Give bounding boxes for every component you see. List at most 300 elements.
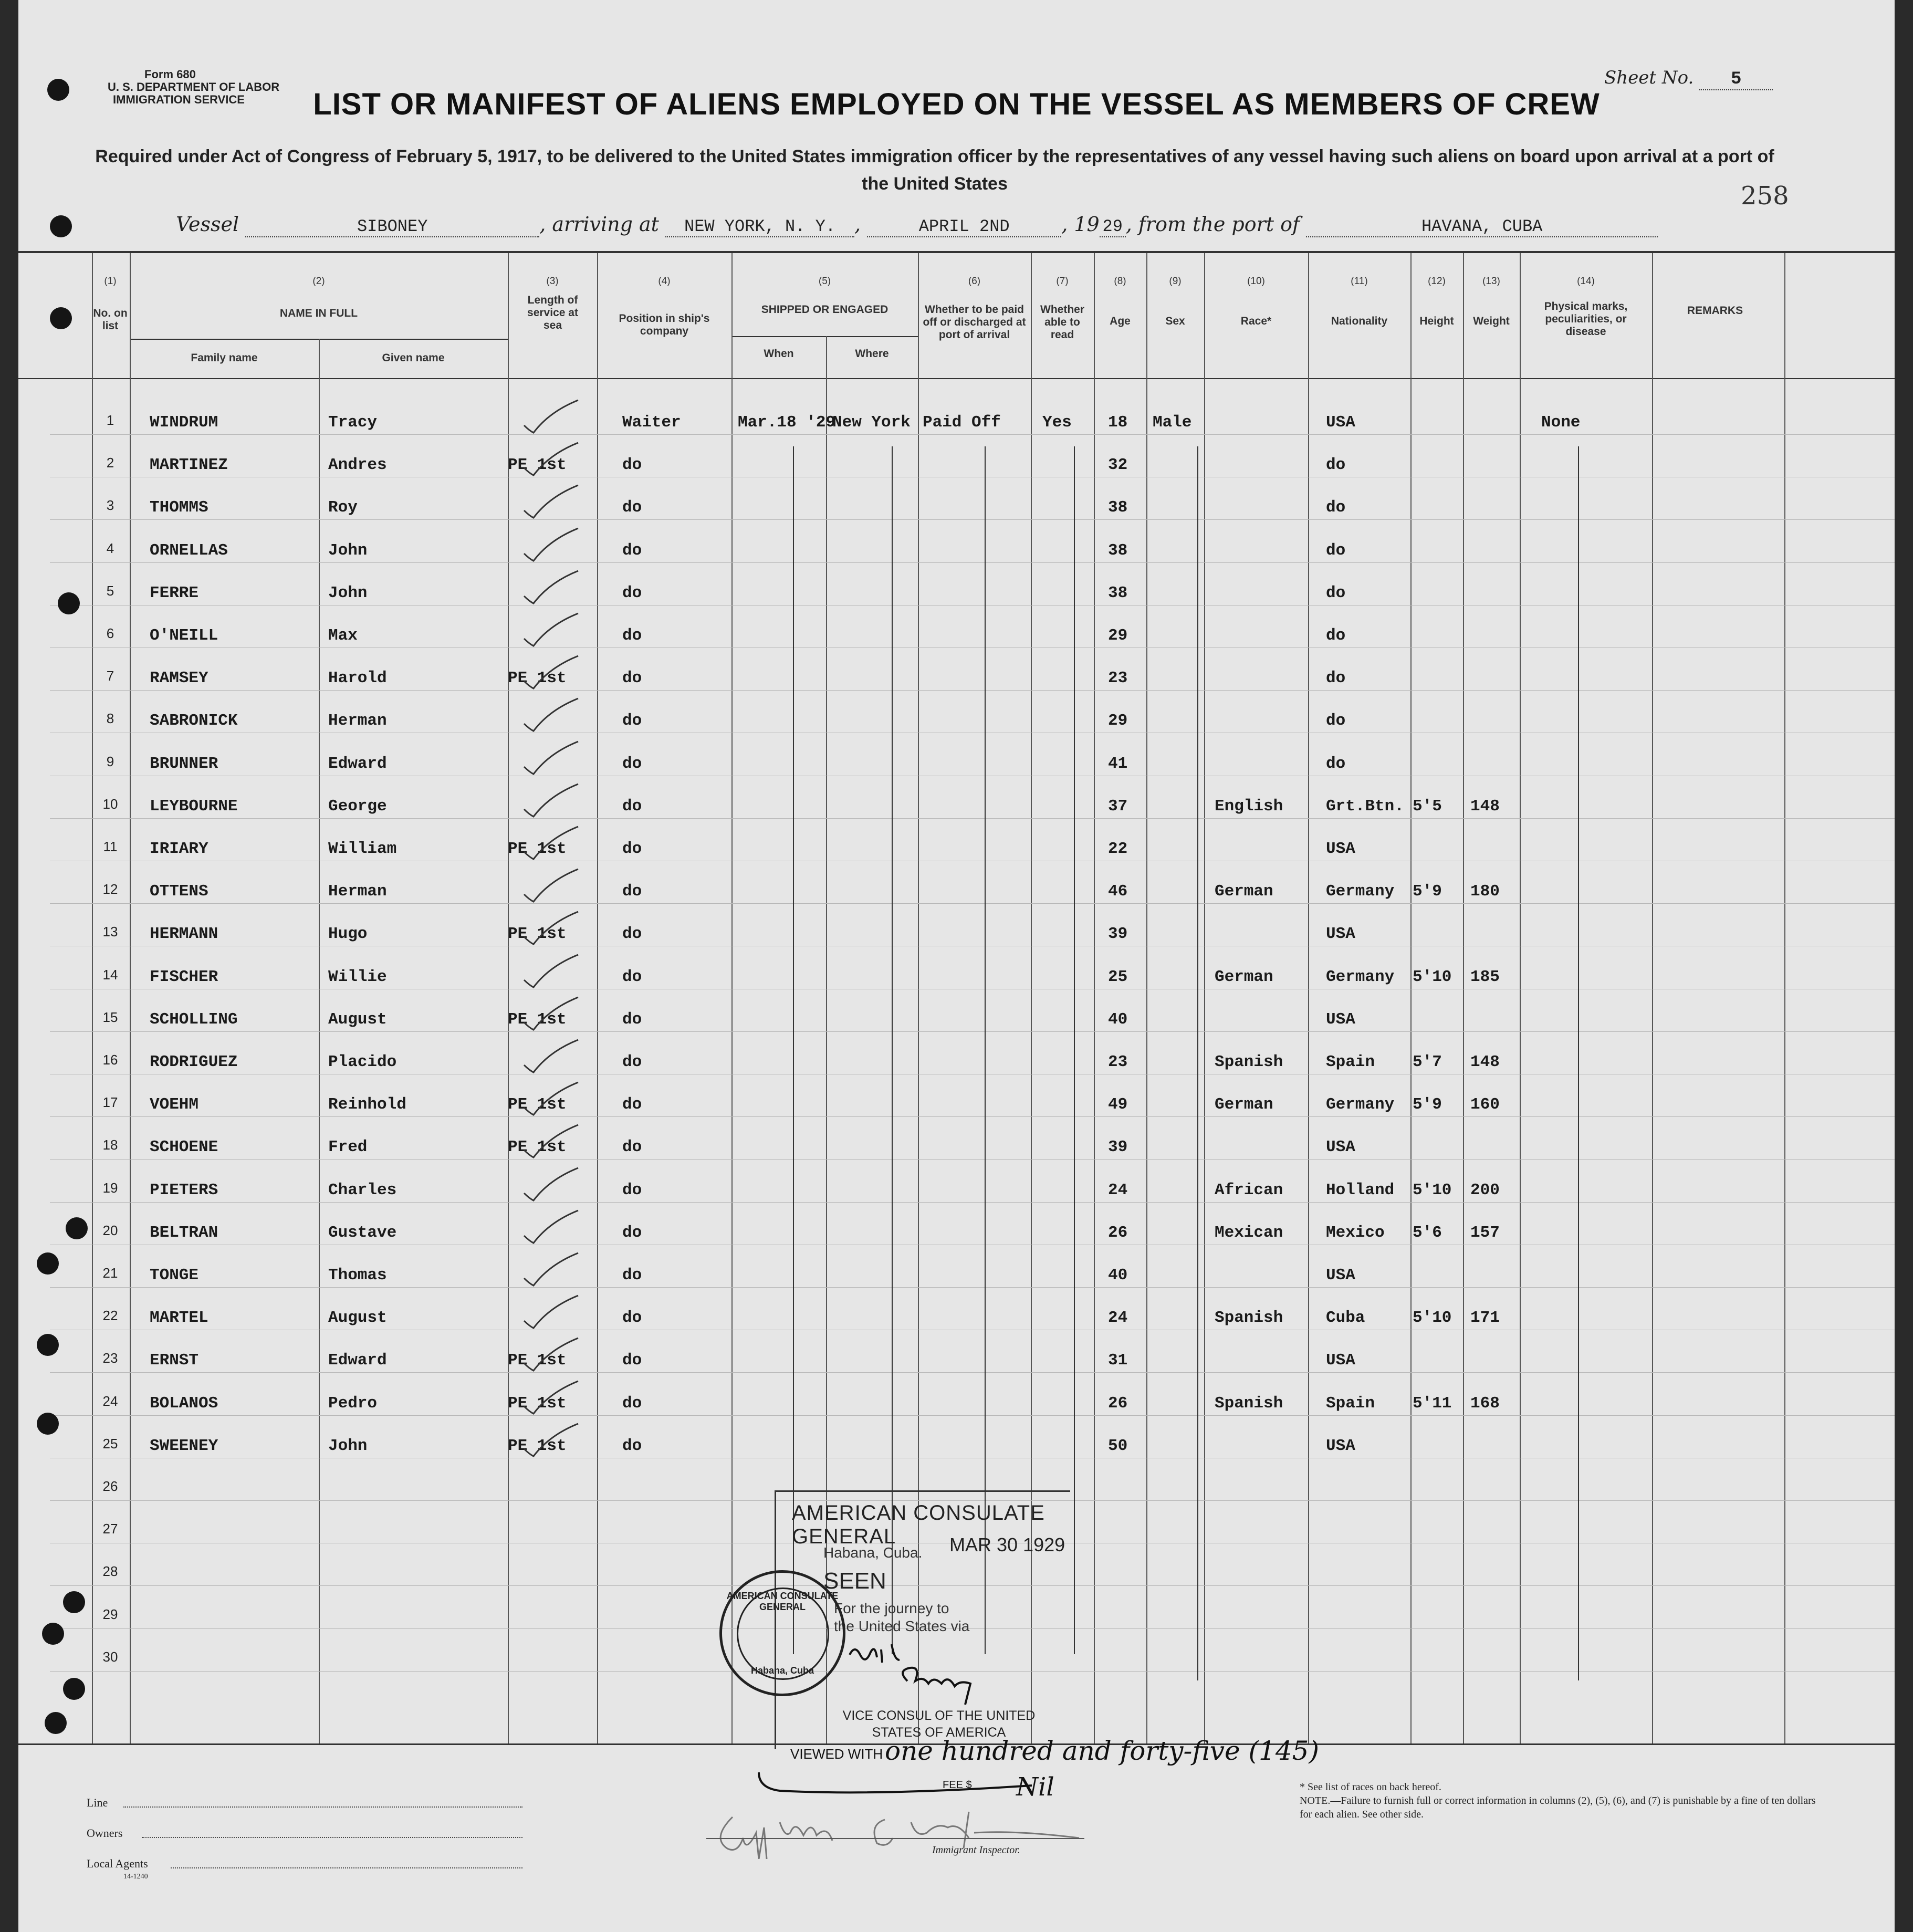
cell-position: do (622, 755, 642, 773)
service-check-mark (520, 1121, 583, 1163)
cell-position: do (622, 1309, 642, 1327)
cell-family: SCHOENE (150, 1138, 218, 1156)
cell-position: do (622, 669, 642, 687)
cell-age: 38 (1108, 541, 1128, 560)
cell-given: Edward (328, 1351, 387, 1370)
cell-given: Reinhold (328, 1095, 406, 1114)
consulate-city: Habana, Cuba. (823, 1544, 923, 1561)
col6-header: Whether to be paid off or discharged at port of arrival (923, 304, 1026, 341)
cell-family: FERRE (150, 584, 199, 602)
sheet-number: 5 (1699, 69, 1773, 90)
col4-header: Position in ship's company (619, 312, 710, 337)
cell-nationality: do (1326, 498, 1346, 517)
cell-age: 26 (1108, 1394, 1128, 1413)
service-check-mark (520, 525, 583, 567)
cell-given: Hugo (328, 925, 368, 943)
year-suffix: 29 (1100, 217, 1126, 237)
service-check-mark (520, 1036, 583, 1078)
cell-race: German (1215, 882, 1273, 901)
table-row-rule (50, 1202, 1895, 1203)
cell-nationality: Spain (1326, 1394, 1375, 1413)
col5-header: SHIPPED OR ENGAGED (761, 304, 888, 316)
cell-age: 29 (1108, 626, 1128, 645)
service-check-mark (520, 610, 583, 652)
document-subtitle: Required under Act of Congress of February 5, 1917, to be delivered to the United States immigration officer by the representatives of any vessel having such aliens on board upon arrival at a port of the United States (95, 147, 1774, 194)
cell-age: 29 (1108, 712, 1128, 730)
sheet-label: Sheet No. (1604, 67, 1694, 88)
department-name: U. S. DEPARTMENT OF LABOR (108, 80, 280, 93)
cell-family: WINDRUM (150, 413, 218, 432)
cell-service: PE 1st (508, 1138, 567, 1156)
cell-position: do (622, 456, 642, 474)
cell-position: do (622, 1224, 642, 1242)
shipped-sub-rule (731, 336, 918, 337)
cell-position: do (622, 1053, 642, 1071)
ditto-line (985, 446, 986, 1654)
cell-weight: 200 (1470, 1181, 1500, 1199)
vessel-label: Vessel (176, 213, 239, 236)
col4-number: (4) (658, 276, 671, 287)
cell-race: German (1215, 1095, 1273, 1114)
cell-service: PE 1st (508, 1095, 567, 1114)
cell-age: 37 (1108, 797, 1128, 816)
col2a-header: Family name (191, 352, 258, 364)
service-check-mark (520, 695, 583, 737)
col8-header: Age (1110, 315, 1131, 327)
service-check-mark (520, 780, 583, 822)
cell-age: 38 (1108, 584, 1128, 602)
table-row-rule (50, 1415, 1895, 1416)
cell-age: 46 (1108, 882, 1128, 901)
owners-field (142, 1837, 522, 1838)
binder-hole (66, 1217, 88, 1239)
departure-port: HAVANA, CUBA (1306, 217, 1658, 237)
cell-family: IRIARY (150, 840, 208, 858)
cell-given: Herman (328, 712, 387, 730)
col5b-header: Where (855, 348, 889, 360)
col11-number: (11) (1351, 276, 1368, 287)
row-number: 11 (103, 839, 118, 854)
service-check-mark (520, 823, 583, 865)
cell-height: 5'9 (1413, 1095, 1442, 1114)
row-number: 23 (102, 1350, 118, 1366)
form-number: Form 680 (144, 68, 196, 81)
service-check-mark (520, 1079, 583, 1121)
row-number: 26 (102, 1478, 118, 1494)
cell-age: 39 (1108, 925, 1128, 943)
footer-agents-label: Local Agents (87, 1857, 148, 1870)
cell-service: PE 1st (508, 456, 567, 474)
table-row-rule (50, 1159, 1895, 1160)
cell-position: do (622, 840, 642, 858)
ditto-line (892, 446, 893, 1654)
binder-hole (50, 215, 72, 237)
cell-nationality: Holland (1326, 1181, 1395, 1199)
cell-race: English (1215, 797, 1283, 816)
cell-nationality: do (1326, 626, 1346, 645)
table-row-rule (50, 1372, 1895, 1373)
cell-position: do (622, 1351, 642, 1370)
service-check-mark (520, 652, 583, 694)
cell-nationality: USA (1326, 1351, 1355, 1370)
table-row-rule (50, 1116, 1895, 1117)
cell-height: 5'5 (1413, 797, 1442, 816)
cell-position: do (622, 712, 642, 730)
cell-position: do (622, 498, 642, 517)
cell-family: ORNELLAS (150, 541, 228, 560)
cell-service: PE 1st (508, 1010, 567, 1029)
service-check-mark (520, 396, 583, 438)
cell-given: Harold (328, 669, 387, 687)
col5a-header: When (764, 348, 794, 360)
arrival-date: APRIL 2ND (867, 217, 1061, 237)
service-check-mark (520, 865, 583, 907)
cell-nationality: USA (1326, 1437, 1355, 1455)
table-row-rule (50, 903, 1895, 904)
table-row-rule (50, 690, 1895, 691)
cell-given: George (328, 797, 387, 816)
col13-header: Weight (1473, 315, 1510, 327)
table-row-rule (50, 1287, 1895, 1288)
row-number: 3 (106, 497, 114, 513)
cell-age: 25 (1108, 968, 1128, 986)
cell-nationality: do (1326, 755, 1346, 773)
cell-marks: None (1541, 413, 1581, 432)
fee-underline-stroke (754, 1764, 1048, 1796)
cell-position: do (622, 968, 642, 986)
col1-number: (1) (104, 276, 117, 287)
ditto-line (793, 446, 794, 1654)
cell-family: LEYBOURNE (150, 797, 238, 816)
cell-age: 32 (1108, 456, 1128, 474)
cell-position: do (622, 1266, 642, 1284)
col12-header: Height (1419, 315, 1454, 327)
table-row-rule (50, 818, 1895, 819)
service-check-mark (520, 1420, 583, 1462)
row-number: 30 (102, 1649, 118, 1665)
cell-nationality: do (1326, 712, 1346, 730)
cell-service: PE 1st (508, 669, 567, 687)
cell-family: SCHOLLING (150, 1010, 238, 1029)
row-number: 9 (106, 754, 114, 769)
col13-number: (13) (1482, 276, 1500, 287)
cell-age: 26 (1108, 1224, 1128, 1242)
col6-number: (6) (968, 276, 981, 287)
col15-header: REMARKS (1687, 305, 1743, 317)
service-check-mark (520, 1207, 583, 1249)
row-number: 7 (106, 668, 114, 684)
cell-given: John (328, 584, 368, 602)
cell-race: Mexican (1215, 1224, 1283, 1242)
cell-weight: 168 (1470, 1394, 1500, 1413)
handwritten-fee-amount: one hundred and forty-five (145) (885, 1736, 1319, 1766)
cell-age: 39 (1108, 1138, 1128, 1156)
cell-nationality: Spain (1326, 1053, 1375, 1071)
row-number: 24 (102, 1393, 118, 1409)
row-number: 19 (102, 1180, 118, 1196)
cell-position: do (622, 1394, 642, 1413)
col3-header: Length of service at sea (527, 294, 578, 331)
viewed-with-label: VIEWED WITH (790, 1746, 883, 1762)
cell-weight: 157 (1470, 1224, 1500, 1242)
cell-nationality: do (1326, 456, 1346, 474)
row-number: 20 (102, 1223, 118, 1238)
service-check-mark (520, 994, 583, 1036)
footer-form-code: 14-1240 (123, 1873, 148, 1881)
row-number: 22 (102, 1308, 118, 1323)
cell-family: SABRONICK (150, 712, 238, 730)
cell-position: do (622, 1437, 642, 1455)
cell-family: BRUNNER (150, 755, 218, 773)
cell-family: BELTRAN (150, 1224, 218, 1242)
binder-hole (45, 1712, 67, 1734)
cell-given: August (328, 1309, 387, 1327)
cell-age: 38 (1108, 498, 1128, 517)
row-number: 10 (102, 796, 118, 812)
footer-owners-label: Owners (87, 1826, 123, 1840)
cell-position: do (622, 584, 642, 602)
col9-header: Sex (1165, 315, 1185, 327)
handwritten-nil: Nil (1016, 1772, 1054, 1802)
inspector-signature-line (706, 1838, 1084, 1839)
cell-service: PE 1st (508, 840, 567, 858)
cell-family: VOEHM (150, 1095, 199, 1114)
cell-height: 5'6 (1413, 1224, 1442, 1242)
binder-hole (63, 1591, 85, 1613)
row-number: 17 (102, 1094, 118, 1110)
cell-family: O'NEILL (150, 626, 218, 645)
vice-consul-line: VICE CONSUL OF THE UNITED STATES OF AMERICA (842, 1708, 1036, 1740)
cell-position: do (622, 1095, 642, 1114)
line-field (123, 1806, 522, 1808)
col7-number: (7) (1056, 276, 1069, 287)
cell-height: 5'7 (1413, 1053, 1442, 1071)
cell-weight: 171 (1470, 1309, 1500, 1327)
binder-hole (58, 592, 80, 614)
cell-race: German (1215, 968, 1273, 986)
seal-bottom-text: Habana, Cuba (750, 1665, 814, 1676)
cell-age: 23 (1108, 1053, 1128, 1071)
cell-nationality: do (1326, 669, 1346, 687)
vessel-name: SIBONEY (245, 217, 539, 237)
cell-given: John (328, 1437, 368, 1455)
cell-given: Max (328, 626, 358, 645)
service-check-mark (520, 567, 583, 609)
col14-number: (14) (1577, 276, 1595, 287)
races-note: * See list of races on back hereof. (1300, 1781, 1441, 1793)
cell-position: Waiter (622, 413, 681, 432)
cell-when: Mar.18 '29 (738, 413, 836, 432)
document-title: LIST OR MANIFEST OF ALIENS EMPLOYED ON THE VESSEL AS MEMBERS OF CREW (313, 87, 1600, 121)
cell-given: Andres (328, 456, 387, 474)
cell-race: Spanish (1215, 1309, 1283, 1327)
cell-given: Willie (328, 968, 387, 986)
cell-where: New York (832, 413, 911, 432)
cell-height: 5'10 (1413, 968, 1452, 986)
cell-nationality: Cuba (1326, 1309, 1365, 1327)
row-number: 13 (102, 924, 118, 939)
cell-weight: 180 (1470, 882, 1500, 901)
row-number: 12 (102, 881, 118, 897)
col5-number: (5) (818, 276, 831, 287)
cell-age: 24 (1108, 1181, 1128, 1199)
cell-age: 31 (1108, 1351, 1128, 1370)
col12-number: (12) (1428, 276, 1446, 287)
col2b-header: Given name (382, 352, 445, 364)
service-check-mark (520, 439, 583, 481)
cell-given: William (328, 840, 397, 858)
row-number: 16 (102, 1052, 118, 1068)
col1-header: No. on list (93, 307, 128, 332)
cell-given: Pedro (328, 1394, 378, 1413)
service-name: IMMIGRATION SERVICE (113, 93, 245, 106)
cell-family: MARTINEZ (150, 456, 228, 474)
table-row-rule (50, 562, 1895, 563)
cell-family: HERMANN (150, 925, 218, 943)
cell-service: PE 1st (508, 1351, 567, 1370)
cell-family: THOMMS (150, 498, 208, 517)
row-number: 15 (102, 1009, 118, 1025)
cell-given: Charles (328, 1181, 397, 1199)
binder-hole (50, 307, 72, 329)
cell-position: do (622, 882, 642, 901)
service-check-mark (520, 1292, 583, 1334)
cell-nationality: USA (1326, 1138, 1355, 1156)
consulate-title: AMERICAN CONSULATE GENERAL (792, 1501, 1045, 1548)
binder-hole (47, 79, 69, 101)
cell-given: Gustave (328, 1224, 397, 1242)
column-divider (319, 339, 320, 1743)
cell-height: 5'11 (1413, 1394, 1452, 1413)
col10-number: (10) (1247, 276, 1265, 287)
consulate-date: MAR 30 1929 (949, 1534, 1065, 1555)
cell-position: do (622, 925, 642, 943)
col2-number: (2) (312, 276, 325, 287)
binder-hole (37, 1252, 59, 1275)
col9-number: (9) (1169, 276, 1182, 287)
col8-number: (8) (1114, 276, 1126, 287)
cell-weight: 148 (1470, 1053, 1500, 1071)
inspector-signature (712, 1801, 1090, 1859)
row-number: 8 (106, 711, 114, 726)
cell-family: SWEENEY (150, 1437, 218, 1455)
footer-notes (1300, 1780, 1825, 1821)
service-check-mark (520, 1164, 583, 1206)
cell-nationality: USA (1326, 840, 1355, 858)
footer-line-label: Line (87, 1796, 108, 1809)
cell-age: 24 (1108, 1309, 1128, 1327)
cell-given: August (328, 1010, 387, 1029)
cell-service: PE 1st (508, 925, 567, 943)
cell-height: 5'10 (1413, 1309, 1452, 1327)
row-number: 29 (102, 1606, 118, 1622)
row-number: 2 (106, 455, 114, 471)
cell-service: PE 1st (508, 1394, 567, 1413)
cell-service: PE 1st (508, 1437, 567, 1455)
cell-weight: 160 (1470, 1095, 1500, 1114)
cell-position: do (622, 541, 642, 560)
col3-number: (3) (546, 276, 559, 287)
cell-age: 49 (1108, 1095, 1128, 1114)
row-number: 5 (106, 583, 114, 599)
arriving-port: NEW YORK, N. Y. (665, 217, 854, 237)
cell-given: Herman (328, 882, 387, 901)
row-number: 1 (106, 412, 114, 428)
seal-top-text: AMERICAN CONSULATE GENERAL (726, 1591, 839, 1612)
cell-age: 41 (1108, 755, 1128, 773)
cell-family: TONGE (150, 1266, 199, 1284)
cell-paid: Paid Off (923, 413, 1001, 432)
table-top-rule (18, 251, 1895, 253)
ditto-line (1197, 446, 1198, 1680)
cell-age: 40 (1108, 1010, 1128, 1029)
cell-position: do (622, 797, 642, 816)
binder-hole (42, 1623, 64, 1645)
year-prefix: , 19 (1061, 213, 1100, 236)
cell-age: 50 (1108, 1437, 1128, 1455)
arriving-label: , arriving at (539, 213, 659, 236)
row-number: 4 (106, 540, 114, 556)
cell-nationality: USA (1326, 1010, 1355, 1029)
service-check-mark (520, 482, 583, 524)
cell-given: John (328, 541, 368, 560)
cell-family: BOLANOS (150, 1394, 218, 1413)
inspector-label: Immigrant Inspector. (932, 1844, 1020, 1856)
fee-label: FEE $ (943, 1779, 972, 1791)
cell-given: Thomas (328, 1266, 387, 1284)
cell-family: ERNST (150, 1351, 199, 1370)
row-number: 21 (102, 1265, 118, 1281)
service-check-mark (520, 738, 583, 780)
cell-race: African (1215, 1181, 1283, 1199)
agents-field (171, 1867, 522, 1868)
table-header-rule (18, 378, 1895, 379)
manifest-sheet (18, 0, 1895, 1932)
cell-given: Tracy (328, 413, 378, 432)
cell-weight: 185 (1470, 968, 1500, 986)
cell-nationality: do (1326, 541, 1346, 560)
ditto-line (1074, 446, 1075, 1654)
stamped-page-number: 258 (1741, 181, 1789, 211)
col14-header: Physical marks, peculiarities, or disease (1544, 300, 1628, 338)
cell-given: Edward (328, 755, 387, 773)
seen-mark: SEEN (823, 1568, 886, 1594)
cell-family: PIETERS (150, 1181, 218, 1199)
cell-height: 5'10 (1413, 1181, 1452, 1199)
cell-family: OTTENS (150, 882, 208, 901)
cell-nationality: USA (1326, 413, 1355, 432)
table-row-rule (50, 519, 1895, 520)
cell-position: do (622, 1181, 642, 1199)
cell-nationality: USA (1326, 1266, 1355, 1284)
cell-age: 22 (1108, 840, 1128, 858)
cell-nationality: USA (1326, 925, 1355, 943)
row-number: 6 (106, 625, 114, 641)
cell-family: RAMSEY (150, 669, 208, 687)
vessel-line: Vessel SIBONEY , arriving at NEW YORK, N. Y. , APRIL 2ND , 19 29 , from the port of HAVANA, CUBA (176, 213, 1658, 237)
cell-position: do (622, 1138, 642, 1156)
cell-race: Spanish (1215, 1394, 1283, 1413)
table-row-rule (50, 434, 1895, 435)
service-check-mark (520, 908, 583, 950)
consulate-seal (719, 1570, 845, 1696)
cell-family: FISCHER (150, 968, 218, 986)
row-number: 18 (102, 1137, 118, 1153)
cell-family: MARTEL (150, 1309, 208, 1327)
cell-nationality: Germany (1326, 968, 1395, 986)
cell-given: Placido (328, 1053, 397, 1071)
penalty-note: NOTE.—Failure to furnish full or correct information in columns (2), (5), (6), and (7) is punishable by a fine of ten dollars for each alien. See other side. (1300, 1795, 1816, 1820)
